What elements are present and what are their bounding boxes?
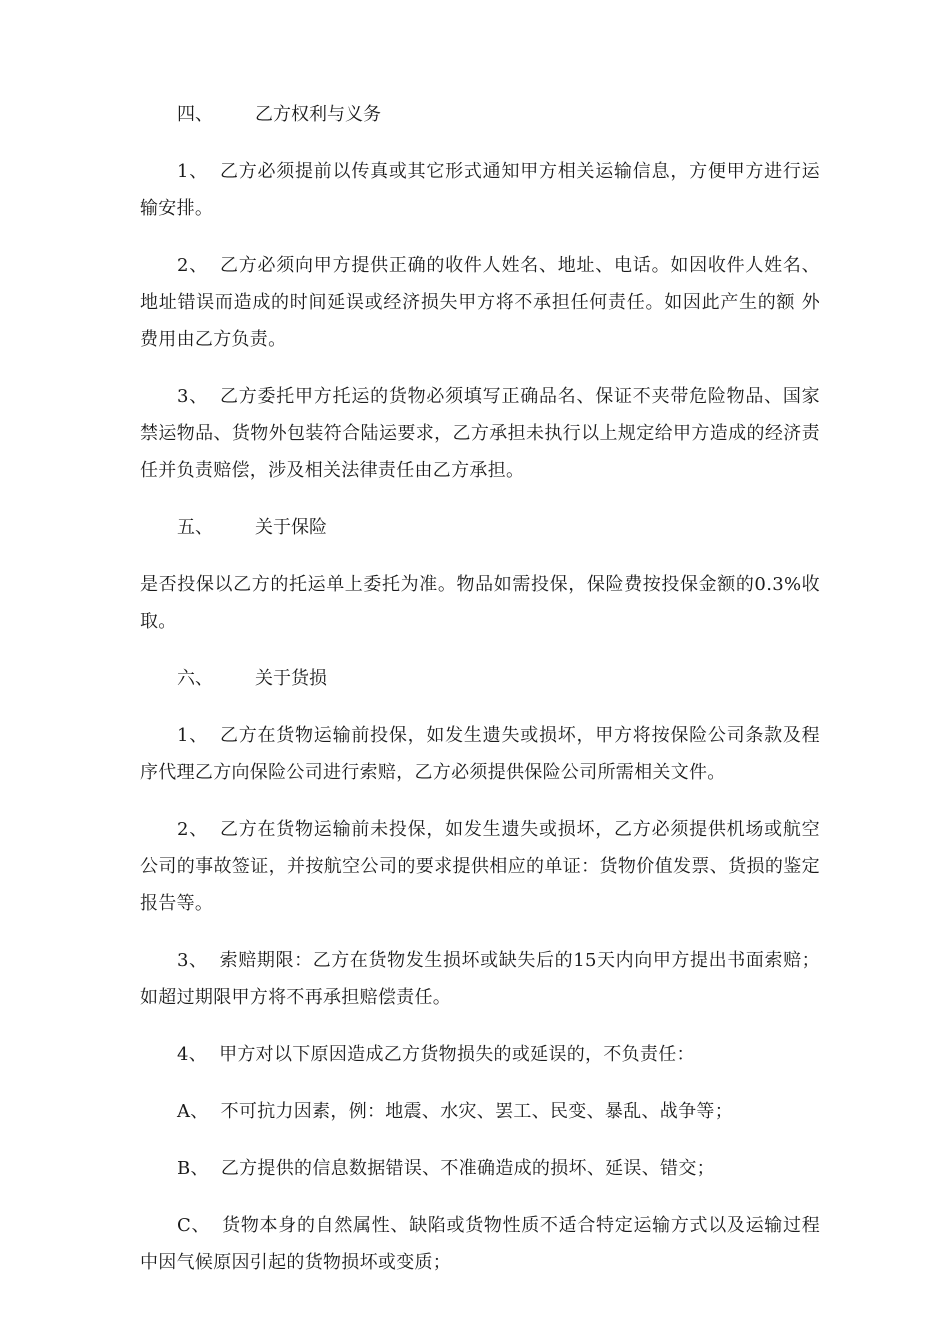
section-title: 乙方权利与义务 (255, 104, 381, 125)
document-body (140, 96, 820, 1301)
clause-text: 乙方在货物运输前投保，如发生遗失或损坏，甲方将按保险公司条款及程序代理乙方向保险公司进行索赔，乙方必须提供保险公司所需相关文件。 (140, 725, 820, 783)
clause-4-1 (140, 153, 820, 227)
clause-text: 货物本身的自然属性、缺陷或货物性质不适合特定运输方式以及运输过程中因气候原因引起的货物损坏或变质； (140, 1215, 820, 1273)
clause-text: 索赔期限：乙方在货物发生损坏或缺失后的15天内向甲方提出书面索赔；如超过期限甲方将不再承担赔偿责任。 (140, 950, 820, 1008)
section-number: 六、 (177, 668, 213, 689)
clause-number: 2、 (177, 255, 208, 276)
clause-number: 1、 (177, 161, 208, 182)
clause-6-3 (140, 942, 820, 1016)
section-title: 关于货损 (255, 668, 327, 689)
section-title: 关于保险 (255, 517, 327, 538)
section-heading-6 (140, 660, 820, 697)
clause-4-3 (140, 378, 820, 489)
clause-text: 乙方必须向甲方提供正确的收件人姓名、地址、电话。如因收件人姓名、 地址错误而造成的时间延误或经济损失甲方将不承担任何责任。如因此产生的额 外费用由乙方负责。 (140, 255, 820, 350)
section-heading-5 (140, 509, 820, 546)
clause-number: 3、 (177, 950, 208, 971)
clause-6-a (140, 1093, 820, 1130)
clause-number: A、 (177, 1101, 209, 1122)
clause-6-1 (140, 717, 820, 791)
clause-number: 2、 (177, 819, 208, 840)
clause-text: 乙方在货物运输前未投保，如发生遗失或损坏，乙方必须提供机场或航空公司的事故签证，并按航空公司的要求提供相应的单证：货物价值发票、货损的鉴定报告等。 (140, 819, 820, 914)
clause-number: C、 (177, 1215, 211, 1236)
clause-6-4 (140, 1036, 820, 1073)
section-number: 五、 (177, 517, 213, 538)
clause-number: 1、 (177, 725, 208, 746)
clause-6-b (140, 1150, 820, 1187)
section-number: 四、 (177, 104, 213, 125)
clause-text: 是否投保以乙方的托运单上委托为准。物品如需投保，保险费按投保金额的0.3%收取。 (140, 574, 820, 632)
clause-number: B、 (177, 1158, 209, 1179)
clause-text: 乙方必须提前以传真或其它形式通知甲方相关运输信息，方便甲方进行运输安排。 (140, 161, 820, 219)
clause-5-text (140, 566, 820, 640)
clause-number: 3、 (177, 386, 208, 407)
clause-text: 不可抗力因素，例：地震、水灾、罢工、民变、暴乱、战争等； (220, 1101, 734, 1122)
clause-6-2 (140, 811, 820, 922)
clause-text: 甲方对以下原因造成乙方货物损失的或延误的，不负责任： (219, 1044, 695, 1065)
clause-text: 乙方提供的信息数据错误、不准确造成的损坏、延误、错交； (220, 1158, 715, 1179)
clause-text: 乙方委托甲方托运的货物必须填写正确品名、保证不夹带危险物品、国家禁运物品、货物外包装符合陆运要求，乙方承担未执行以上规定给甲方造成的经济责任并负责赔偿，涉及相关法律责任由乙方承担。 (140, 386, 820, 481)
clause-number: 4、 (177, 1044, 208, 1065)
clause-4-2 (140, 247, 820, 358)
clause-6-c (140, 1207, 820, 1281)
section-heading-4 (140, 96, 820, 133)
